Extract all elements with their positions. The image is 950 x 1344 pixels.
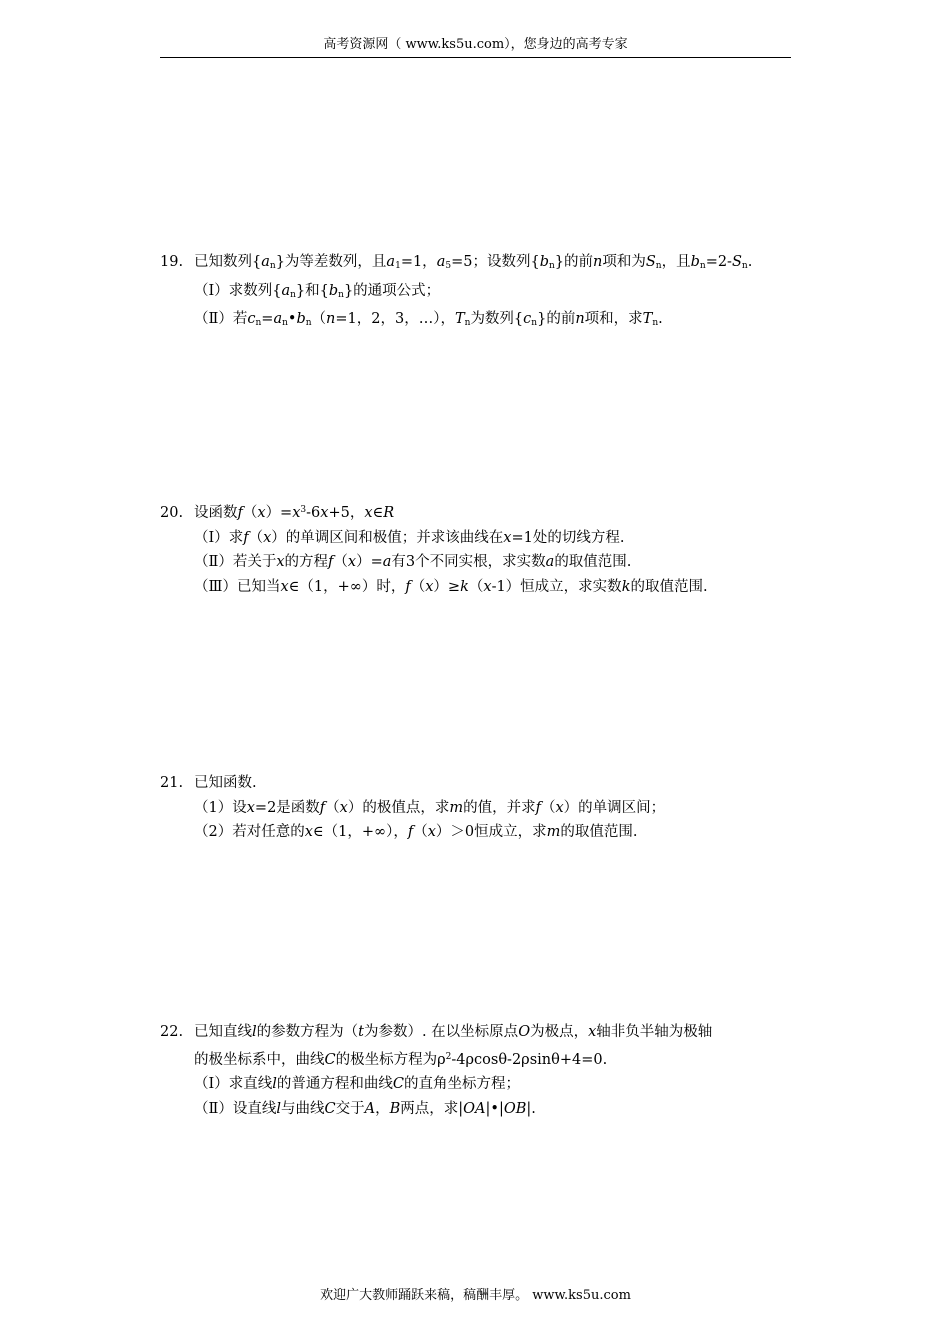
question-22-part-1: （Ⅰ）求直线l的普通方程和曲线C的直角坐标方程；	[194, 1076, 520, 1092]
page-footer: 欢迎广大教师踊跃来稿，稿酬丰厚。 www.ks5u.com	[320, 1288, 631, 1303]
question-22-stem: 22. 已知直线l的参数方程为（t为参数）. 在以坐标原点O为极点，x轴非负半轴为极轴	[160, 1020, 800, 1045]
question-20	[160, 498, 800, 599]
question-21-part-2: （2）若对任意的x∈（1，+∞），f（x）＞0恒成立，求m的取值范围.	[194, 824, 638, 840]
header-rule	[160, 57, 791, 58]
question-20-part-1: （Ⅰ）求f（x）的单调区间和极值；并求该曲线在x=1处的切线方程.	[194, 529, 625, 546]
question-number: 21.	[160, 775, 184, 791]
question-20-part-2: （Ⅱ）若关于x的方程f（x）=a有3个不同实根，求实数a的取值范围.	[194, 554, 632, 570]
question-22	[160, 1020, 800, 1121]
question-19	[160, 250, 800, 336]
question-19-part-1: （Ⅰ）求数列$\{a_n\}$和$\{b_n\}$的通项公式；	[194, 282, 441, 300]
question-20-part-3: （Ⅲ）已知当x∈（1，+∞）时，f（x）≥k（x-1）恒成立，求实数k的取值范围.	[194, 578, 708, 595]
question-21	[160, 771, 800, 845]
question-number: 20.	[160, 505, 184, 521]
question-number: 19.	[160, 254, 184, 270]
question-22-part-2: （Ⅱ）设直线l与曲线C交于A，B两点，求|OA|•|OB|.	[194, 1100, 536, 1117]
question-20-stem: 20. 设函数$f(x)=x^3-6x+5$，x∈R	[160, 498, 800, 526]
question-19-stem: 19. 已知数列$\{a_n\}$为等差数列，且$a_1=1$，$a_5=5$；设数列$\{b_n\}$的前n项和为$S_n$，且$b_n=2-S_n$.	[160, 250, 800, 279]
question-22-stem-continued: 的极坐标系中，曲线C的极坐标方程为$\rho^2-4\rho\cos\theta-2\rho\sin\theta+4=0$.	[194, 1051, 608, 1068]
page-header: 高考资源网（ www.ks5u.com），您身边的高考专家	[323, 37, 628, 52]
question-21-part-1: （1）设x=2是函数f（x）的极值点，求m的值，并求f（x）的单调区间；	[194, 799, 666, 816]
question-number: 22.	[160, 1024, 184, 1040]
question-19-part-2: （Ⅱ）若$c_n=a_n•b_n(n=1$，2，3，…），$T_n$为数列$\{c_n\}$的前n项和，求$T_n$.	[194, 311, 663, 328]
question-21-stem: 21. 已知函数.	[160, 771, 800, 796]
